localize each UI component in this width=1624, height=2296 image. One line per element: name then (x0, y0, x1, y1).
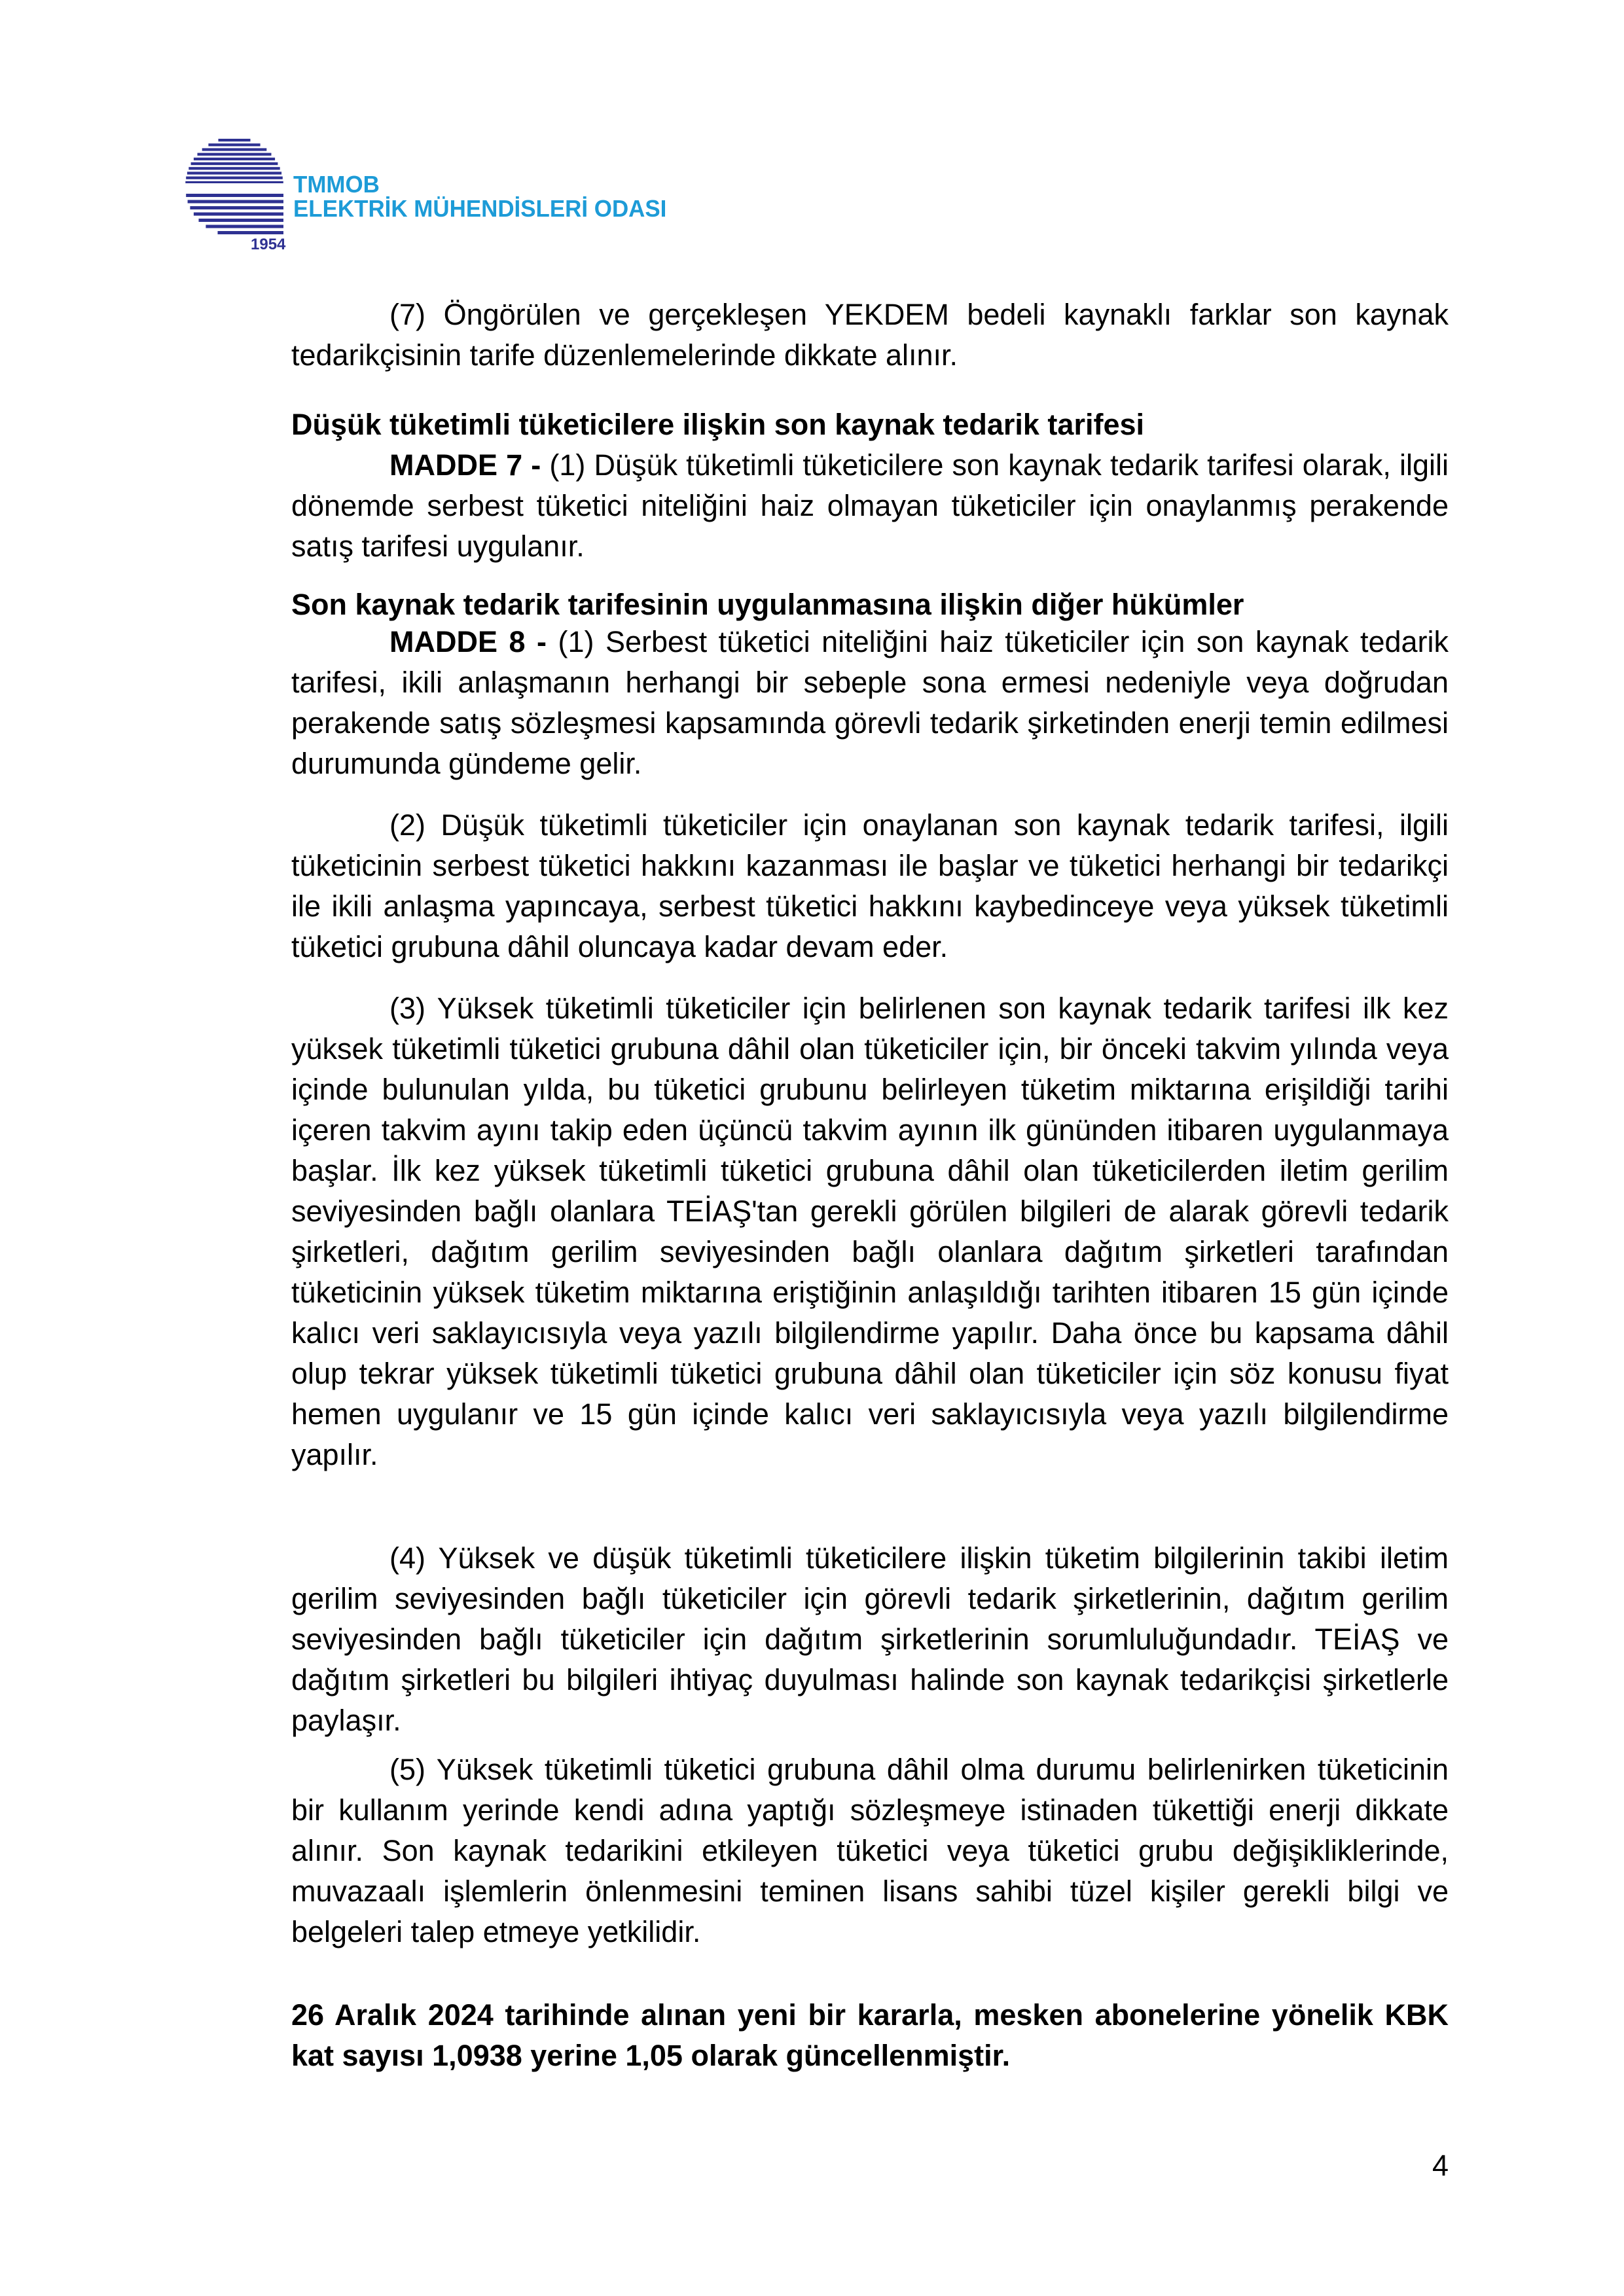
paragraph-2: (2) Düşük tüketimli tüketiciler için onaylanan son kaynak tedarik tarifesi, ilgili tüketicinin serbest tüketici hakkını kazanması ile başlar ve tüketici herhangi bir tedarikçi ile ikili anlaşma yapıncaya, serbest tüketici hakkını kaybedinceye veya yüksek tüketimli tüketici grubuna dâhil oluncaya kadar devam eder. (291, 808, 1449, 963)
paragraph-madde-8 (291, 622, 1449, 784)
madde-8-label: MADDE 8 - (389, 625, 558, 658)
section-heading-other-provisions: Son kaynak tedarik tarifesinin uygulanmasına ilişkin diğer hükümler (291, 588, 1244, 621)
paragraph-5: (5) Yüksek tüketimli tüketici grubuna dâhil olma durumu belirlenirken tüketicinin bir kullanım yerinde kendi adına yaptığı sözleşmeye istinaden tükettiği enerji dikkate alınır. Son kaynak tedarikini etkileyen tüketici veya tüketici grubu değişikliklerinde, muvazaalı işlemlerin önlenmesini teminen lisans sahibi tüzel kişiler gerekli bilgi ve belgeleri talep etmeye yetkilidir. (291, 1753, 1449, 1948)
paragraph-madde-7 (291, 445, 1449, 567)
page-number: 4 (1432, 2149, 1449, 2182)
logo-org-text: ELEKTRİK MÜHENDİSLERİ ODASI (293, 195, 667, 222)
logo-tmmob-text: TMMOB (293, 171, 380, 198)
logo-wordmark (293, 172, 678, 221)
section-heading-low-consumption: Düşük tüketimli tüketicilere ilişkin son kaynak tedarik tarifesi (291, 408, 1145, 441)
paragraph-4: (4) Yüksek ve düşük tüketimli tüketicilere ilişkin tüketim bilgilerinin takibi iletim gerilim seviyesinden bağlı tüketiciler için görevli tedarik şirketlerinin, dağıtım gerilim seviyesinden bağlı tüketiciler için dağıtım şirketlerinin sorumluluğundadır. TEİAŞ ve dağıtım şirketleri bu bilgileri ihtiyaç duyulması halinde son kaynak tedarikçisi şirketlerle paylaşır. (291, 1541, 1449, 1737)
striped-globe-icon (185, 137, 283, 236)
logo-founding-year: 1954 (251, 236, 286, 253)
madde-7-text: (1) Düşük tüketimli tüketicilere son kaynak tedarik tarifesi olarak, ilgili dönemde serbest tüketici niteliğini haiz olmayan tüketiciler için onaylanmış perakende satış tarifesi uygulanır. (291, 448, 1449, 563)
emo-logo (185, 137, 683, 255)
paragraph-7: (7) Öngörülen ve gerçekleşen YEKDEM bedeli kaynaklı farklar son kaynak tedarikçisinin tarife düzenlemelerinde dikkate alınır. (291, 298, 1449, 372)
paragraph-3: (3) Yüksek tüketimli tüketiciler için belirlenen son kaynak tedarik tarifesi ilk kez yüksek tüketimli tüketici grubuna dâhil olan tüketiciler için, bir önceki takvim yılında veya içinde bulunulan yılda, bu tüketici grubunu belirleyen tüketim miktarına erişildiği tarihi içeren takvim ayını takip eden üçüncü takvim ayının ilk gününden itibaren uygulanmaya başlar. İlk kez yüksek tüketimli tüketici grubuna dâhil olan tüketicilerden iletim gerilim seviyesinden bağlı olanlara TEİAŞ'tan gerekli görülen bilgileri de alarak görevli tedarik şirketleri, dağıtım gerilim seviyesinden bağlı olanlara dağıtım şirketleri tarafından tüketicinin yüksek tüketim miktarına eriştiğinin anlaşıldığı tarihten itibaren 15 gün içinde kalıcı veri saklayıcısıyla veya yazılı bilgilendirme yapılır. Daha önce bu kapsama dâhil olup tekrar yüksek tüketimli tüketici grubuna dâhil olan tüketiciler için söz konusu fiyat hemen uygulanır ve 15 gün içinde kalıcı veri saklayıcısıyla veya yazılı bilgilendirme yapılır. (291, 992, 1449, 1471)
madde-8-text: (1) Serbest tüketici niteliğini haiz tüketiciler için son kaynak tedarik tarifesi, ikili anlaşmanın herhangi bir sebeple sona ermesi nedeniyle veya doğrudan perakende satış sözleşmesi kapsamında görevli tedarik şirketinden enerji temin edilmesi durumunda gündeme gelir. (291, 625, 1449, 780)
madde-7-label: MADDE 7 - (389, 448, 550, 482)
paragraph-update-note: 26 Aralık 2024 tarihinde alınan yeni bir kararla, mesken abonelerine yönelik KBK kat sayısı 1,0938 yerine 1,05 olarak güncellenmiştir. (291, 1998, 1449, 2072)
